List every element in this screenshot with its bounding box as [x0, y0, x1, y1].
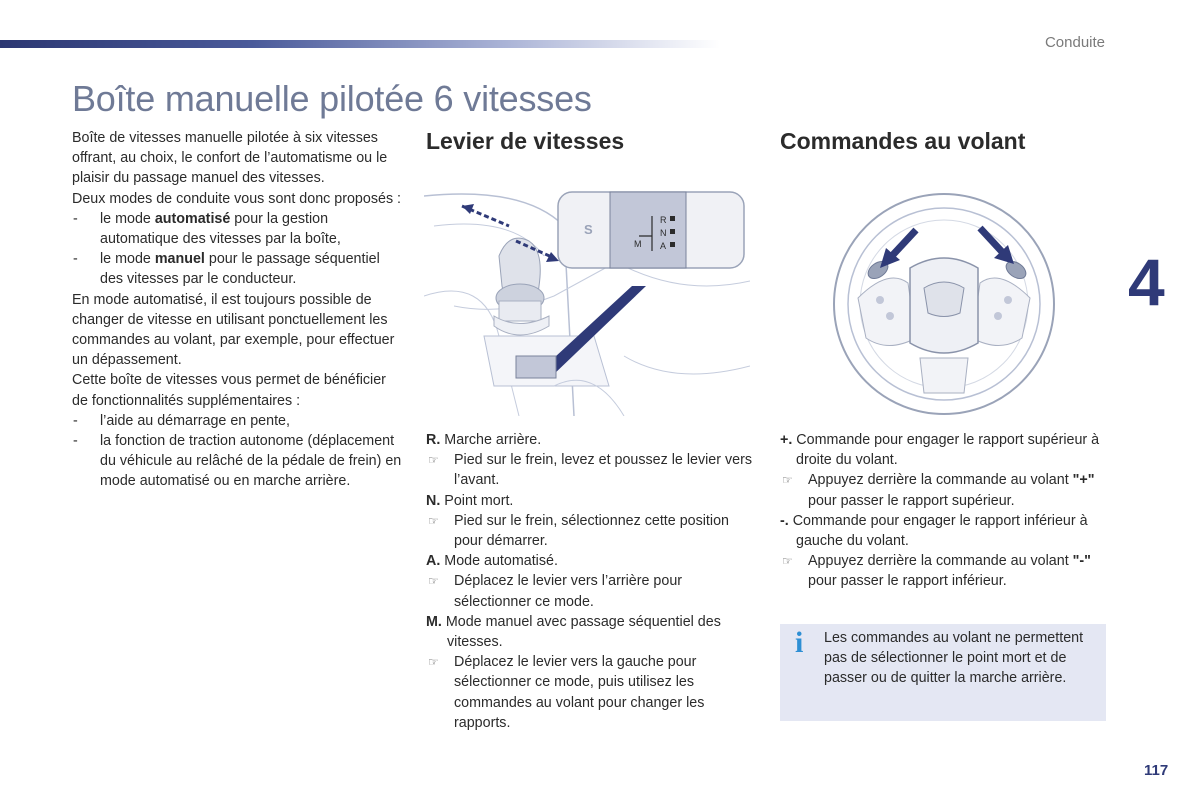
chapter-number: 4: [1128, 245, 1165, 319]
page-title: Boîte manuelle pilotée 6 vitesses: [72, 78, 592, 119]
steering-wheel-illustration: [828, 188, 1060, 420]
mode-automatise-item: - le mode automatisé pour la gestion automatique des vitesses par la boîte,: [72, 209, 402, 249]
position-n: N. Point mort.: [426, 492, 514, 509]
lever-positions-list: [426, 430, 756, 733]
display-m-label: M: [634, 239, 642, 249]
intro-paragraph-2: Deux modes de conduite vous sont donc proposés :: [72, 190, 402, 207]
intro-paragraph-1: Boîte de vitesses manuelle pilotée à six vitesses offrant, au choix, le confort de l’automatisme ou le plaisir du passage manuel des vitesses.: [72, 130, 388, 187]
gear-lever-illustration: [424, 186, 750, 416]
display-s-label: S: [584, 222, 593, 237]
info-box: [780, 624, 1106, 721]
control-minus: -. Commande pour engager le rapport inférieur à gauche du volant.: [780, 512, 1088, 550]
display-n-label: N: [660, 228, 667, 238]
position-a: A. Mode automatisé.: [426, 553, 558, 570]
control-plus-step: ☞ Appuyez derrière la commande au volant "+" pour passer le rapport supérieur.: [780, 470, 1106, 510]
wheel-heading: Commandes au volant: [780, 128, 1026, 154]
position-n-step: ☞ Pied sur le frein, sélectionnez cette position pour démarrer.: [426, 511, 756, 551]
lever-heading: Levier de vitesses: [426, 128, 625, 154]
position-m-step: ☞ Déplacez le levier vers la gauche pour sélectionner ce mode, puis utilisez les commandes au volant pour changer les rapports.: [426, 652, 756, 733]
page-number: 117: [1144, 762, 1169, 779]
intro-paragraph-3: En mode automatisé, il est toujours possible de changer de vitesse en utilisant ponctuellement les commandes au volant, par exemple, pour effectuer un dépassement.: [72, 291, 395, 369]
feature-item-creep: - la fonction de traction autonome (déplacement du véhicule au relâché de la pédale de frein) en mode automatisé ou en marche arrière.: [72, 431, 402, 492]
section-label: Conduite: [1044, 34, 1105, 51]
position-r-step: ☞ Pied sur le frein, levez et poussez le levier vers l’avant.: [426, 450, 756, 490]
control-plus: +. Commande pour engager le rapport supérieur à droite du volant.: [780, 432, 1100, 469]
intro-column: [72, 128, 402, 492]
display-r-label: R: [660, 215, 667, 225]
wheel-controls-list: [780, 430, 1106, 592]
feature-item-hill-start: - l’aide au démarrage en pente,: [72, 411, 402, 431]
mode-manuel-item: - le mode manuel pour le passage séquentiel des vitesses par le conducteur.: [72, 249, 402, 289]
control-minus-step: ☞ Appuyez derrière la commande au volant "-" pour passer le rapport inférieur.: [780, 551, 1106, 591]
intro-paragraph-4: Cette boîte de vitesses vous permet de bénéficier de fonctionnalités supplémentaires :: [72, 372, 386, 409]
display-a-label: A: [660, 241, 667, 251]
position-r: R. Marche arrière.: [426, 432, 542, 448]
info-text: Les commandes au volant ne permettent pas de sélectionner le point mort et de passer ou de quitter la marche arrière.: [824, 630, 1084, 687]
position-a-step: ☞ Déplacez le levier vers l’arrière pour sélectionner ce mode.: [426, 571, 756, 611]
header-gradient-bar: [0, 40, 720, 48]
info-icon: i: [795, 626, 804, 659]
position-m: M. Mode manuel avec passage séquentiel des vitesses.: [426, 613, 721, 651]
